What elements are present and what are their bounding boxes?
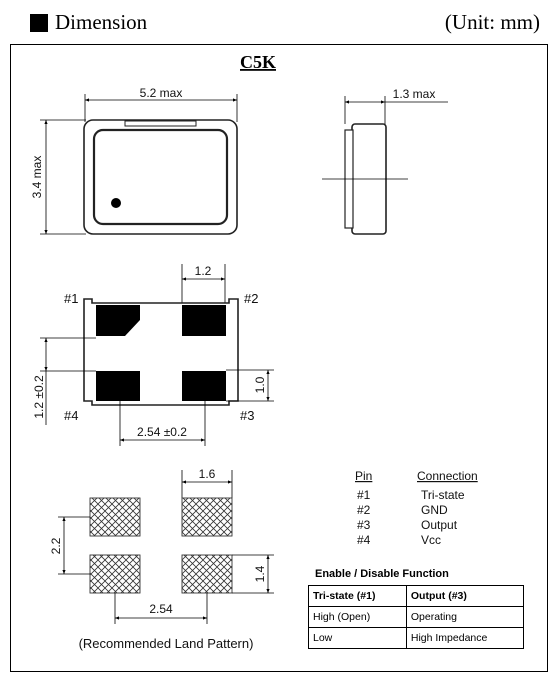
pad-2: [182, 305, 226, 336]
pin-row-2-connection: GND: [421, 503, 448, 517]
function-table-header-tristate: Tri-state (#1): [309, 586, 407, 607]
pin3-label: #3: [240, 408, 255, 423]
pad-3: [182, 371, 226, 401]
function-table-header-row: [309, 586, 524, 607]
land-pattern: [49, 467, 274, 651]
land-pitch-horizontal-dimension: 2.54: [149, 602, 173, 616]
top-view: [30, 86, 237, 234]
pad-4: [96, 371, 140, 401]
side-view: [322, 87, 448, 234]
function-row-1-input: High (Open): [309, 607, 407, 628]
connection-header: Connection: [417, 469, 478, 483]
pin2-label: #2: [244, 291, 259, 306]
enable-disable-function-table: [308, 568, 528, 649]
pin1-label: #1: [64, 291, 79, 306]
pin-header: Pin: [355, 469, 373, 483]
table-row: [309, 628, 524, 649]
thickness-dimension: 1.3 max: [392, 87, 436, 101]
land-pitch-vertical-dimension: 2.2: [49, 537, 63, 555]
land-pad-4: [90, 555, 140, 593]
pin-row-3-connection: Output: [421, 518, 458, 532]
pin-row-4-pin: #4: [357, 533, 371, 547]
pin-row-3-pin: #3: [357, 518, 371, 532]
pin-row-4-connection: Vcc: [421, 533, 442, 547]
height-dimension: 3.4 max: [30, 155, 44, 199]
pin-row-1-connection: Tri-state: [421, 488, 465, 502]
pad-pitch-vertical-dimension: 1.2 ±0.2: [32, 375, 46, 419]
lid-outline: [94, 130, 227, 224]
pin4-label: #4: [64, 408, 79, 423]
land-pattern-caption: (Recommended Land Pattern): [78, 636, 254, 651]
function-table-title: Enable / Disable Function: [315, 568, 449, 580]
pad-width-dimension: 1.2: [194, 264, 212, 278]
table-row: [309, 607, 524, 628]
pad-pitch-horizontal-dimension: 2.54 ±0.2: [137, 425, 187, 439]
function-row-2-output: High Impedance: [406, 628, 523, 649]
pad-height-dimension: 1.0: [253, 376, 267, 394]
function-table: [308, 585, 524, 649]
pin1-marker-dot: [111, 198, 121, 208]
width-dimension: 5.2 max: [139, 86, 183, 100]
function-row-2-input: Low: [309, 628, 407, 649]
model-label: C5K: [240, 52, 276, 72]
function-row-1-output: Operating: [406, 607, 523, 628]
pin-row-2-pin: #2: [357, 503, 371, 517]
land-pad-1: [90, 498, 140, 536]
pin-connection-list: [355, 469, 478, 547]
function-table-header-output: Output (#3): [406, 586, 523, 607]
pin-row-1-pin: #1: [357, 488, 371, 502]
land-pad-height-dimension: 1.4: [253, 565, 267, 583]
unit-label: (Unit: mm): [444, 10, 540, 34]
land-pad-3: [182, 555, 232, 593]
header-title-text: Dimension: [55, 10, 148, 34]
bottom-view: [32, 264, 274, 446]
land-pad-2: [182, 498, 232, 536]
land-pad-width-dimension: 1.6: [198, 467, 216, 481]
